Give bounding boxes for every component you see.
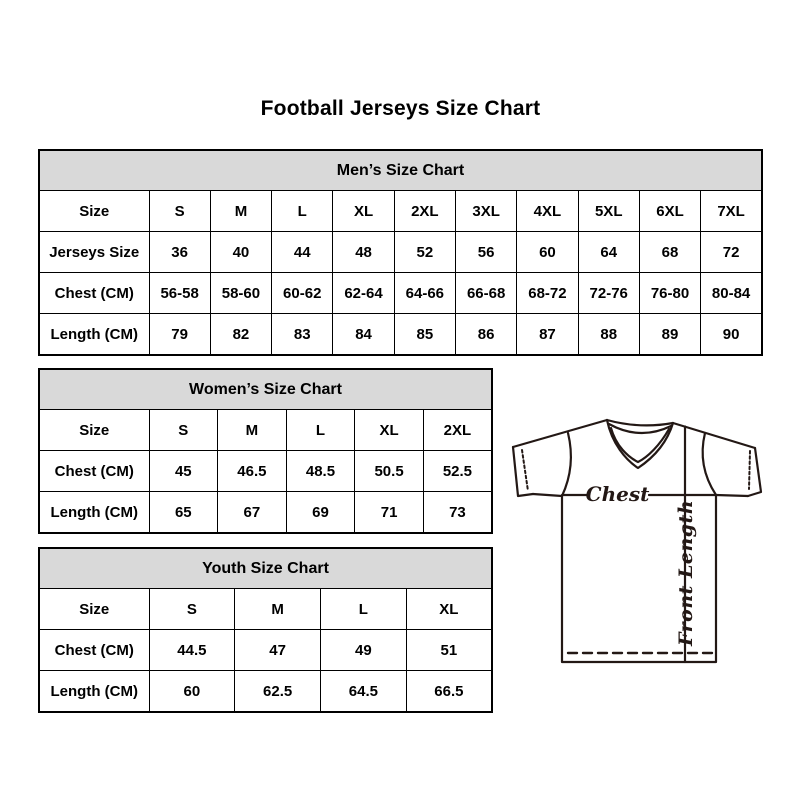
jersey-left-underarm xyxy=(533,494,562,496)
cell-value: L xyxy=(272,191,333,232)
cell-value: 60-62 xyxy=(272,273,333,314)
cell-value: 87 xyxy=(517,314,578,356)
jersey-left-shoulder-line xyxy=(513,420,607,447)
cell-value: 79 xyxy=(149,314,210,356)
table-row xyxy=(39,191,762,232)
table-row xyxy=(39,492,492,534)
cell-value: 56-58 xyxy=(149,273,210,314)
cell-value: 80-84 xyxy=(701,273,762,314)
cell-value: 46.5 xyxy=(218,451,287,492)
row-label: Size xyxy=(39,191,149,232)
table-row xyxy=(39,451,492,492)
cell-value: 66-68 xyxy=(455,273,516,314)
row-label: Chest (CM) xyxy=(39,630,149,671)
table-row xyxy=(39,671,492,713)
row-label: Jerseys Size xyxy=(39,232,149,273)
cell-value: 82 xyxy=(210,314,271,356)
cell-value: 56 xyxy=(455,232,516,273)
cell-value: 52 xyxy=(394,232,455,273)
cell-value: 72 xyxy=(701,232,762,273)
cell-value: 72-76 xyxy=(578,273,639,314)
cell-value: 86 xyxy=(455,314,516,356)
youth-size-table xyxy=(38,547,493,713)
cell-value: 6XL xyxy=(639,191,700,232)
jersey-right-armhole-seam xyxy=(703,433,716,495)
table-row xyxy=(39,314,762,356)
cell-value: 48 xyxy=(333,232,394,273)
front-length-label: Front Length xyxy=(675,499,697,646)
cell-value: M xyxy=(210,191,271,232)
cell-value: 64-66 xyxy=(394,273,455,314)
cell-value: 65 xyxy=(149,492,218,534)
jersey-left-cuff-stitch xyxy=(522,450,528,491)
cell-value: 4XL xyxy=(517,191,578,232)
table-row xyxy=(39,410,492,451)
cell-value: 2XL xyxy=(423,410,492,451)
cell-value: 83 xyxy=(272,314,333,356)
cell-value: 66.5 xyxy=(406,671,492,713)
table-row xyxy=(39,630,492,671)
cell-value: 68 xyxy=(639,232,700,273)
mens-size-table xyxy=(38,149,763,356)
cell-value: 52.5 xyxy=(423,451,492,492)
cell-value: 44 xyxy=(272,232,333,273)
cell-value: 73 xyxy=(423,492,492,534)
cell-value: L xyxy=(321,589,407,630)
cell-value: 36 xyxy=(149,232,210,273)
row-label: Length (CM) xyxy=(39,314,149,356)
cell-value: 5XL xyxy=(578,191,639,232)
cell-value: 62-64 xyxy=(333,273,394,314)
jersey-collar-back-seam xyxy=(607,420,673,425)
cell-value: 67 xyxy=(218,492,287,534)
cell-value: 40 xyxy=(210,232,271,273)
jersey-left-armhole-seam xyxy=(562,433,571,496)
row-label: Length (CM) xyxy=(39,671,149,713)
row-label: Length (CM) xyxy=(39,492,149,534)
cell-value: 7XL xyxy=(701,191,762,232)
cell-value: S xyxy=(149,191,210,232)
cell-value: 44.5 xyxy=(149,630,235,671)
jersey-right-cuff-stitch xyxy=(749,451,750,489)
table-title-row xyxy=(39,369,492,410)
row-label: Size xyxy=(39,589,149,630)
cell-value: XL xyxy=(333,191,394,232)
cell-value: S xyxy=(149,589,235,630)
cell-value: 47 xyxy=(235,630,321,671)
cell-value: M xyxy=(235,589,321,630)
cell-value: S xyxy=(149,410,218,451)
cell-value: 49 xyxy=(321,630,407,671)
table-row xyxy=(39,232,762,273)
table-title: Women’s Size Chart xyxy=(39,369,492,410)
cell-value: 64.5 xyxy=(321,671,407,713)
cell-value: 60 xyxy=(517,232,578,273)
cell-value: 68-72 xyxy=(517,273,578,314)
cell-value: 2XL xyxy=(394,191,455,232)
cell-value: 48.5 xyxy=(286,451,355,492)
cell-value: 60 xyxy=(149,671,235,713)
cell-value: M xyxy=(218,410,287,451)
row-label: Chest (CM) xyxy=(39,273,149,314)
cell-value: 51 xyxy=(406,630,492,671)
cell-value: XL xyxy=(355,410,424,451)
cell-value: 90 xyxy=(701,314,762,356)
cell-value: 84 xyxy=(333,314,394,356)
table-title: Youth Size Chart xyxy=(39,548,492,589)
cell-value: 76-80 xyxy=(639,273,700,314)
cell-value: 50.5 xyxy=(355,451,424,492)
cell-value: 3XL xyxy=(455,191,516,232)
table-row xyxy=(39,273,762,314)
page-title: Football Jerseys Size Chart xyxy=(260,97,541,120)
cell-value: 69 xyxy=(286,492,355,534)
row-label: Size xyxy=(39,410,149,451)
cell-value: 62.5 xyxy=(235,671,321,713)
cell-value: L xyxy=(286,410,355,451)
cell-value: 89 xyxy=(639,314,700,356)
jersey-diagram xyxy=(500,388,780,688)
chest-label: Chest xyxy=(585,482,650,506)
cell-value: XL xyxy=(406,589,492,630)
table-title: Men’s Size Chart xyxy=(39,150,762,191)
table-row xyxy=(39,589,492,630)
row-label: Chest (CM) xyxy=(39,451,149,492)
cell-value: 58-60 xyxy=(210,273,271,314)
cell-value: 88 xyxy=(578,314,639,356)
cell-value: 71 xyxy=(355,492,424,534)
womens-size-table xyxy=(38,368,493,534)
cell-value: 45 xyxy=(149,451,218,492)
table-title-row xyxy=(39,548,492,589)
jersey-right-underarm xyxy=(716,495,748,496)
cell-value: 85 xyxy=(394,314,455,356)
table-title-row xyxy=(39,150,762,191)
cell-value: 64 xyxy=(578,232,639,273)
